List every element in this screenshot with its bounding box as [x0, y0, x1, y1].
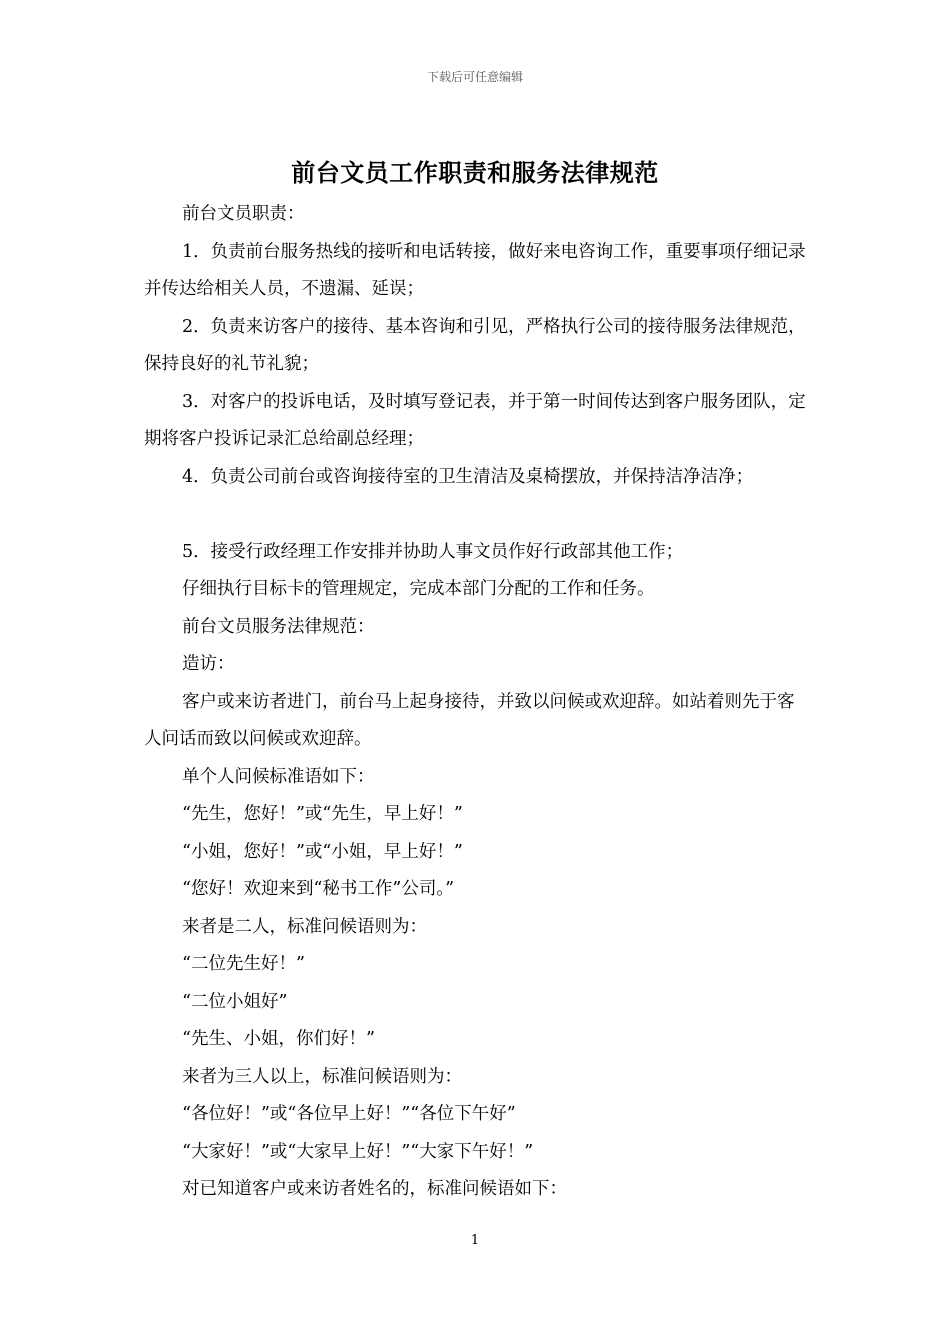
document-title: 前台文员工作职责和服务法律规范 — [291, 158, 659, 187]
paragraph: 客户或来访者进门，前台马上起身接待，并致以问候或欢迎辞。如站着则先于客人问话而致以问候或欢迎辞。 — [144, 691, 795, 749]
paragraph-section-heading: 前台文员职责： — [182, 204, 305, 224]
greeting-line: “大家好！”或“大家早上好！”“大家下午好！” — [182, 1141, 534, 1162]
paragraph-duty-2: 2．负责来访客户的接待、基本咨询和引见，严格执行公司的接待服务法律规范，保持良好的礼节礼貌； — [144, 316, 806, 374]
greeting-line: “各位好！”或“各位早上好！”“各位下午好” — [182, 1104, 516, 1124]
page-header-note: 下载后可任意编辑 — [426, 70, 523, 84]
paragraph: 单个人问候标准语如下： — [182, 766, 375, 787]
paragraph: 对已知道客户或来访者姓名的，标准问候语如下： — [182, 1179, 567, 1199]
paragraph-duty-3: 3．对客户的投诉电话，及时填写登记表，并于第一时间传达到客户服务团队，定期将客户投诉记录汇总给副总经理； — [144, 391, 806, 449]
greeting-line: “先生、小姐，你们好！” — [182, 1029, 375, 1049]
greeting-line: “二位小姐好” — [182, 991, 288, 1012]
greeting-line: “先生，您好！”或“先生，早上好！” — [182, 804, 463, 824]
paragraph: 仔细执行目标卡的管理规定，完成本部门分配的工作和任务。 — [182, 579, 655, 599]
greeting-line: “您好！欢迎来到“秘书工作”公司。” — [182, 879, 455, 899]
paragraph: 来者是二人，标准问候语则为： — [182, 916, 427, 937]
paragraph-duty-4: 4．负责公司前台或咨询接待室的卫生清洁及桌椅摆放，并保持洁净洁净； — [182, 466, 754, 487]
paragraph: 来者为三人以上，标准问候语则为： — [182, 1066, 462, 1087]
greeting-line: “小姐，您好！”或“小姐，早上好！” — [182, 841, 463, 862]
paragraph-section-heading: 前台文员服务法律规范： — [182, 616, 375, 637]
paragraph-subheading: 造访： — [182, 654, 235, 674]
page-number: 1 — [470, 1233, 480, 1248]
paragraph-duty-1: 1．负责前台服务热线的接听和电话转接，做好来电咨询工作，重要事项仔细记录并传达给相关人员，不遗漏、延误； — [144, 241, 806, 299]
paragraph-spacer — [144, 496, 806, 534]
document-body — [144, 196, 806, 1209]
greeting-line: “二位先生好！” — [182, 954, 305, 974]
paragraph-duty-5: 5．接受行政经理工作安排并协助人事文员作好行政部其他工作； — [182, 541, 684, 562]
